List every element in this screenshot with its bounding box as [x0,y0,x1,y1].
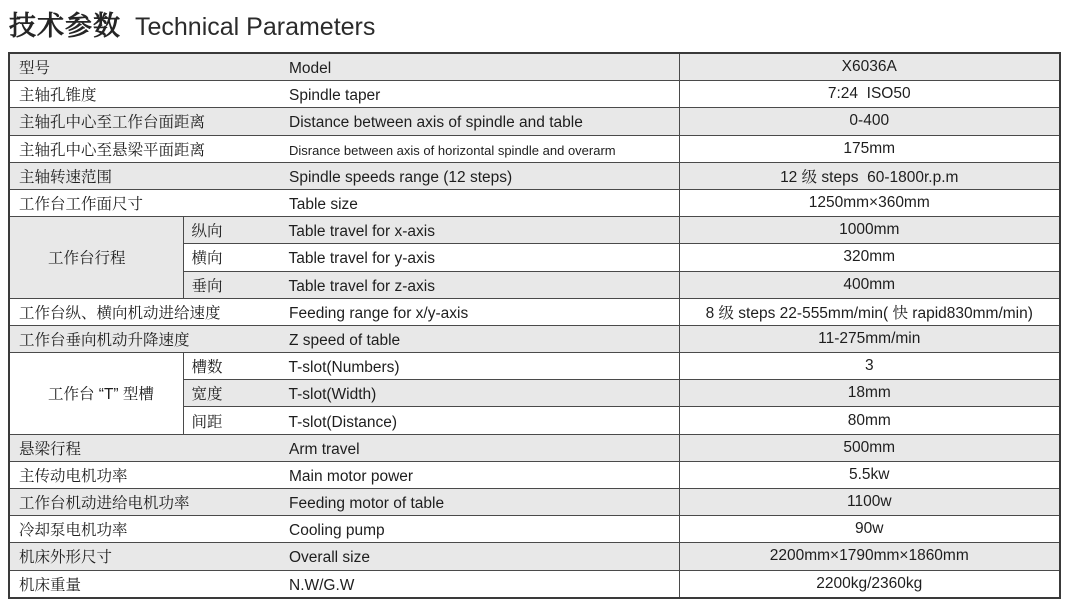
param-value: 320mm [679,244,1060,271]
param-label-zh: 主轴孔锥度 [19,87,97,105]
param-value: 90w [679,516,1060,543]
param-label-cell [183,353,679,380]
param-value: 8 级 steps 22-555mm/min( 快 rapid830mm/min) [679,298,1060,325]
group-label-table-travel: 工作台行程 [9,217,183,299]
sub-label-zh: 宽度 [191,386,223,404]
param-label-cell [9,543,679,570]
param-label-en: T-slot(Distance) [288,413,398,431]
param-value: 175mm [679,135,1060,162]
param-label-cell [9,135,679,162]
param-label-zh: 型号 [19,60,51,78]
param-label-en: Table travel for z-axis [288,277,435,295]
param-label-en: Arm travel [289,440,360,458]
param-value: 12 级 steps 60-1800r.p.m [679,162,1060,189]
table-row [9,516,1060,543]
group-label-t-slot: 工作台 “T” 型槽 [9,353,183,435]
param-value: 1000mm [679,217,1060,244]
param-label-zh: 工作台机动进给电机功率 [19,495,190,513]
table-row [9,298,1060,325]
table-row [9,53,1060,81]
param-label-zh: 机床重量 [19,576,82,594]
param-value: 2200kg/2360kg [679,570,1060,598]
table-row [9,81,1060,108]
param-label-en: Feeding range for x/y-axis [289,304,469,322]
param-label-cell [9,489,679,516]
param-label-zh: 主轴孔中心至工作台面距离 [19,114,206,132]
param-label-en: Table travel for y-axis [288,250,435,268]
table-row [9,489,1060,516]
table-row [9,108,1060,135]
param-value: 500mm [679,434,1060,461]
param-value: 1250mm×360mm [679,189,1060,216]
param-label-cell [9,162,679,189]
param-value: 1100w [679,489,1060,516]
param-label-en: Distance between axis of spindle and table [289,114,583,132]
param-label-cell [9,298,679,325]
sub-label-zh: 垂向 [191,277,223,295]
param-label-cell [9,325,679,352]
param-label-en: Table travel for x-axis [288,223,435,241]
param-label-en: Spindle speeds range (12 steps) [289,168,513,186]
page-title [9,4,375,43]
param-label-cell [9,53,679,81]
param-label-cell [9,108,679,135]
technical-parameters-table [8,52,1061,599]
param-label-zh: 冷却泵电机功率 [19,522,128,540]
param-value: 0-400 [679,108,1060,135]
param-label-cell [9,434,679,461]
table-row [9,461,1060,488]
page-title-zh: 技术参数 [9,11,121,41]
param-label-cell [9,189,679,216]
param-value: 5.5kw [679,461,1060,488]
table-row [9,570,1060,598]
param-label-cell [9,461,679,488]
sub-label-zh: 横向 [191,250,223,268]
param-label-zh: 工作台垂向机动升降速度 [19,331,190,349]
param-label-en: T-slot(Width) [288,386,377,404]
sub-label-zh: 纵向 [191,223,223,241]
param-label-en: Main motor power [289,467,414,485]
param-label-zh: 机床外形尺寸 [19,549,113,567]
param-label-cell [183,407,679,434]
param-label-en: Cooling pump [289,522,385,540]
table-row [9,353,1060,380]
page-title-en: Technical Parameters [135,13,376,41]
table-row [9,162,1060,189]
param-label-en: Feeding motor of table [289,495,445,513]
param-label-en: Table size [289,196,358,214]
sub-label-zh: 间距 [191,413,223,431]
table-row [9,434,1060,461]
param-label-zh: 主轴转速范围 [19,168,113,186]
param-label-cell [9,516,679,543]
param-label-en: T-slot(Numbers) [288,359,400,377]
param-label-cell [9,81,679,108]
sub-label-zh: 槽数 [191,359,223,377]
param-label-cell [9,570,679,598]
param-value: 2200mm×1790mm×1860mm [679,543,1060,570]
param-label-cell [183,217,679,244]
param-label-en: Disrance between axis of horizontal spindle and overarm [289,142,616,158]
param-label-cell [183,271,679,298]
param-value: 7:24 ISO50 [679,81,1060,108]
param-label-zh: 主传动电机功率 [19,467,128,485]
param-label-en: Z speed of table [289,331,401,349]
table-row [9,543,1060,570]
table-row [9,189,1060,216]
param-label-cell [183,244,679,271]
param-label-en: Overall size [289,549,370,567]
param-label-en: Spindle taper [289,87,381,105]
param-label-zh: 主轴孔中心至悬梁平面距离 [19,141,206,159]
table-row [9,135,1060,162]
table-row [9,217,1060,244]
param-label-zh: 工作台工作面尺寸 [19,196,144,214]
table-row [9,325,1060,352]
param-value: 400mm [679,271,1060,298]
param-value: 80mm [679,407,1060,434]
param-label-zh: 工作台纵、横向机动进给速度 [19,304,221,322]
param-label-zh: 悬梁行程 [19,440,82,458]
param-value: 18mm [679,380,1060,407]
param-label-en: Model [289,60,332,78]
param-label-cell [183,380,679,407]
param-value: X6036A [679,53,1060,81]
param-label-en: N.W/G.W [289,576,355,594]
param-value: 3 [679,353,1060,380]
param-value: 11-275mm/min [679,325,1060,352]
